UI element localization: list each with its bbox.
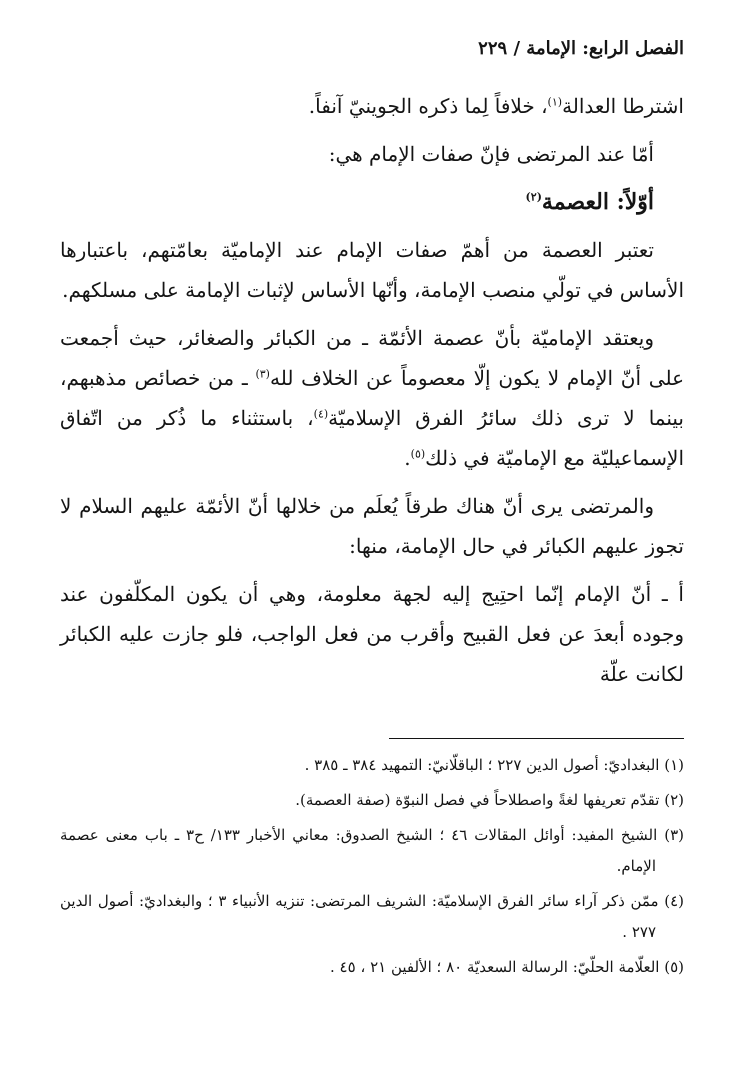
footnote-4: (٤) ممّن ذكر آراء سائر الفرق الإسلاميّة: الشريف المرتضى: تنزيه الأنبياء ٣ ؛ والبغداديّ: أصول الدين ٢٧٧ . xyxy=(60,892,684,941)
paragraph-2: أمّا عند المرتضى فإنّ صفات الإمام هي: xyxy=(328,142,654,166)
footnote-1: (١) البغداديّ: أصول الدين ٢٢٧ ؛ الباقلّانيّ: التمهيد ٣٨٤ ـ ٣٨٥ . xyxy=(304,756,684,774)
footnote-divider xyxy=(389,738,684,739)
paragraph-5-text-c: ، باستثناء ما ذُكر من اتّفاق الإسماعيليّة مع الإماميّة في ذلك xyxy=(60,406,684,470)
footnote-2: (٢) تقدّم تعريفها لغةً واصطلاحاً في فصل النبوّة (صفة العصمة). xyxy=(295,791,684,809)
paragraph-1 xyxy=(60,86,684,126)
paragraph-4: تعتبر العصمة من أهمّ صفات الإمام عند الإماميّة بعامّتهم، باعتبارها الأساس في تولّي منصب الإمامة، وأنّها الأساس لإثبات الإمامة على مسلكهم. xyxy=(60,238,684,302)
footnote-5: (٥) العلّامة الحلّيّ: الرسالة السعديّة ٨٠ ؛ الألفين ٢١ ، ٤٥ . xyxy=(330,958,684,976)
footnote-ref-1[interactable]: (١) xyxy=(547,95,563,109)
paragraph-1-text-b: ، خلافاً لِما ذكره الجوينيّ آنفاً. xyxy=(308,94,548,118)
paragraph-1-text-a: اشترطا العدالة xyxy=(562,94,684,118)
paragraph-5 xyxy=(60,318,684,478)
body-text xyxy=(60,86,684,702)
footnote-ref-2[interactable]: (٢) xyxy=(525,190,542,204)
footnote-ref-3[interactable]: (٣) xyxy=(255,367,270,381)
section-heading-text: أوّلاً: العصمة xyxy=(541,189,654,215)
footnote-ref-4[interactable]: (٤) xyxy=(313,407,329,421)
footnotes xyxy=(60,750,684,987)
paragraph-5-text-d: . xyxy=(404,446,411,470)
footnote-3: (٣) الشيخ المفيد: أوائل المقالات ٤٦ ؛ الشيخ الصدوق: معاني الأخبار ١٣٣/ ح٣ ـ باب معنى عصمة الإمام. xyxy=(60,826,684,875)
paragraph-5-text-a: ويعتقد الإماميّة بأنّ عصمة الأئمّة ـ من الكبائر والصغائر، حيث أجمعت على أنّ الإمام لا يكون إلّا معصوماً عن الخلاف لله xyxy=(60,326,684,390)
section-heading xyxy=(60,182,684,222)
footnote-ref-5[interactable]: (٥) xyxy=(410,447,426,461)
paragraph-5-text-b: ـ من خصائص مذهبهم، بينما لا ترى ذلك سائرُ الفرق الإسلاميّة xyxy=(60,366,684,430)
running-head: الفصل الرابع: الإمامة / ٢٢٩ xyxy=(478,38,684,59)
paragraph-6: والمرتضى يرى أنّ هناك طرقاً يُعلَم من خلالها أنّ الأئمّة عليهم السلام لا تجوز عليهم الكبائر في حال الإمامة، منها: xyxy=(60,494,684,558)
paragraph-7: أ ـ أنّ الإمام إنّما احتِيج إليه لجهة معلومة، وهي أن يكون المكلّفون عند وجوده أبعدَ عن فعل القبيح وأقرب من فعل الواجب، فلو جازت عليه الكبائر لكانت علّة xyxy=(60,582,684,686)
